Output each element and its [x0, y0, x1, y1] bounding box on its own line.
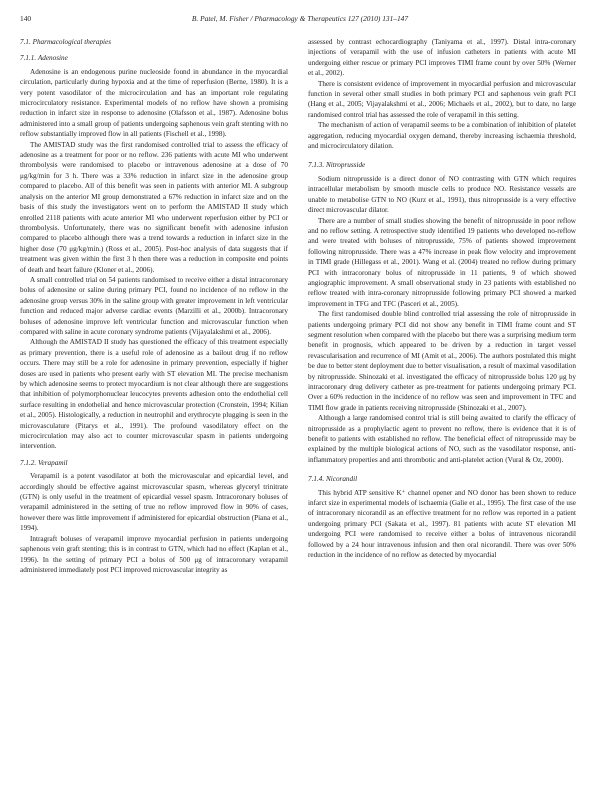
- paragraph: There are a number of small studies showing the benefit of nitroprusside in poor reflow and no reflow setting. A retrospective study identified 19 patients who developed no-reflow and were treated with boluses of nitroprusside, 75% of patients showed improvement following nitroprusside. There was a 47% increase in peak flow velocity and improvement in TIMI grade (Hillegass et al., 2001). Wang et al. (2004) treated no reflow during primary PCI with intracoronary bolus of nitroprusside in 11 patients, 9 of which showed angiographic improvement. A small observational study in 23 patients with established no reflow treated with intra-coronary nitroprusside following primary PCI showed a marked improvement in TFG and TFC (Pasceri et al., 2005).: [308, 216, 576, 308]
- paragraph: Adenosine is an endogenous purine nucleoside found in abundance in the myocardial circulation, particularly during hypoxia and at the time of reperfusion (Berne, 1980). It is a very potent vasodilator of the microcirculation and has an important role regulating microcirculatory resistance. Experimental models of no reflow have shown a promising reduction in infarct size in response to adenosine (Olafsson et al., 1987). Adenosine bolus administered into a small group of patients undergoing saphenous vein graft stenting with no reflow substantially improved flow in all patients (Fischell et al., 1998).: [20, 67, 288, 139]
- paragraph: A small controlled trial on 54 patients randomised to receive either a distal intracoronary bolus of adenosine or saline during primary PCI, found no incidence of no reflow in the adenosine group versus 30% in the saline group with greater improvement in left ventricular function and reduced major adverse cardiac events (Marzilli et al., 2000b). Intracoronary boluses of adenosine improve left ventricular function and microvascular function when compared with saline in acute coronary syndrome patients (Vijayalakshmi et al., 2006).: [20, 275, 288, 336]
- right-column: [308, 37, 576, 561]
- subsection-title-verapamil: 7.1.2. Verapamil: [20, 458, 68, 467]
- subsection-title-adenosine: 7.1.1. Adenosine: [20, 54, 68, 63]
- paragraph-continued: assessed by contrast echocardiography (Taniyama et al., 1997). Distal intra-coronary injections of verapamil with the use of infusion catheters in patients with acute MI undergoing either rescue or primary PCI improves TIMI frame count by over 50% (Werner et al., 2002).: [308, 38, 576, 78]
- subsection-title-nicorandil: 7.1.4. Nicorandil: [308, 475, 358, 484]
- paragraph: Although the AMISTAD II study has questioned the efficacy of this treatment especially as primary prevention, there is a useful role of adenosine as a bailout drug if no reflow occurs. There may still be a role for adenosine in primary prevention, especially if higher doses are used in patients who present early with ST elevation MI. The precise mechanism by which adenosine seems to protect myocardium is not clear although there are suggestions that inhibition of polymorphonuclear leucocytes prevents adhesion onto the endothelial cell surface resulting in endothelial and hence microvascular protection (Cronstein, 1994; Kilian et al., 2005). Histologically, a reduction in neutrophil and erythrocyte plugging is seen in the microvasculature (Pitarys et al., 1991). The profound vasodilatory effect on the microcirculation may also act to counter microvascular spasm in patients undergoing intervention.: [20, 338, 288, 451]
- running-head: B. Patel, M. Fisher / Pharmacology & Therapeutics 127 (2010) 131–147: [191, 14, 409, 23]
- paragraph: This hybrid ATP sensitive K⁺ channel opener and NO donor has been shown to reduce infarct size in experimental models of ischaemia (Galie et al., 1995). The first case of the use of intracoronary nicorandil as an effective treatment for no reflow was reported in a patient undergoing primary PCI (Sakata et al., 1997). 81 patients with acute ST elevation MI undergoing PCI were randomised to receive either a bolus of intravenous nicorandil followed by a 24 hour intravenous infusion and then oral nicorandil. There was over 50% reduction in the incidence of no reflow as detected by myocardial: [308, 488, 576, 560]
- paragraph: There is consistent evidence of improvement in myocardial perfusion and microvascular function in several other small studies in both primary PCI and saphenous vein graft PCI (Hang et al., 2005; Vijayalakshmi et al., 2006; Michaels et al., 2002), but to date, no large randomised control trial has assessed the role of verapamil in this setting.: [308, 79, 576, 119]
- paragraph: Verapamil is a potent vasodilator at both the microvascular and epicardial level, and accordingly should be effective against microvascular spasm, whereas glyceryl trinitrate (GTN) is only useful in the treatment of epicardial vessel spasm. Intracoronary boluses of verapamil administered in the setting of true no reflow improved flow in 90% of cases, however there was little improvement if administered for epicardial obstruction (Piana et al., 1994).: [20, 472, 288, 533]
- left-column: [20, 37, 288, 575]
- paragraph: The AMISTAD study was the first randomised controlled trial to assess the efficacy of adenosine as a treatment for poor or no reflow. 236 patients with acute MI who underwent thrombolysis were randomised to placebo or intravenous adenosine at a dose of 70 μg/kg/min for 3 h. There was a 33% reduction in infarct size in the adenosine group compared to placebo. All of this benefit was seen in patients with anterior MI. A subgroup analysis on the anterior MI group demonstrated a 67% reduction in infarct size and on the basis of this study the investigators went on to perform the AMISTAD II study which enrolled 2118 patients with acute anterior MI who underwent reperfusion either by PCI or thrombolysis. Unfortunately, there was no significant benefit with adenosine infusion compared to placebo although there was a trend towards a reduction in infarct size in the higher dose (70 μg/kg/min.) (Ross et al., 2005). Post-hoc analysis of data suggests that if treatment was given within the first 3 h then there was a reduction in composite end points of death and heart failure (Kloner et al., 2006).: [20, 140, 288, 274]
- paragraph: Although a large randomised control trial is still being awaited to clarify the efficacy of nitroprusside as a prophylactic agent to prevent no reflow, there is evidence that it is of benefit to patients with established no reflow. The beneficial effect of nitroprusside may be explained by the multiple biological actions of NO, such as the vasodilator response, anti-inflammatory properties and anti thrombotic and anti-platelet action (Vural & Oz, 2000).: [308, 414, 576, 464]
- running-header: [20, 13, 580, 25]
- paragraph: Intragraft boluses of verapamil improve myocardial perfusion in patients undergoing saphenous vein graft stenting; this is in contrast to GTN, which had no effect (Kaplan et al., 1996). In the setting of primary PCI a bolus of 500 μg of intracoronary verapamil administered immediately post PCI improved microvascular integrity as: [20, 534, 288, 574]
- paragraph: The mechanism of action of verapamil seems to be a combination of inhibition of platelet aggregation, reducing myocardial oxygen demand, thereby increasing ischaemia threshold, and microcirculatory dilation.: [308, 121, 576, 151]
- subsection-title-nitroprusside: 7.1.3. Nitroprusside: [308, 161, 366, 170]
- page-number: 140: [20, 14, 32, 23]
- paragraph: The first randomised double blind controlled trial assessing the role of nitroprusside in patients undergoing primary PCI did not show any benefit in TIMI frame count and ST segment resolution when compared with the placebo but there was a surprising medium term benefit in prognosis, which appeared to be driven by a reduction in target vessel revascularisation and recurrence of MI (Amit et al., 2006). The authors postulated this might be due to better stent deployment due to better visualisation, a result of maximal vasodilation by nitroprusside. Shinozaki et al. investigated the efficacy of nitroprusside bolus 120 μg by intracoronary drug delivery catheter as pre-treatment for patients undergoing primary PCI. Over a 60% reduction in the incidence of no reflow was seen and improvement in TFC and TIMI flow grade in patients receiving nitroprusside (Shinozaki et al., 2007).: [308, 310, 576, 412]
- section-title: 7.1. Pharmacological therapies: [20, 38, 112, 46]
- paragraph: Sodium nitroprusside is a direct donor of NO contrasting with GTN which requires intracellular metabolism by smooth muscle cells to produce NO. Resistance vessels are unable to metabolise GTN to NO (Kurz et al., 1991), thus nitroprusside is a very effective direct microvascular dilator.: [308, 174, 576, 215]
